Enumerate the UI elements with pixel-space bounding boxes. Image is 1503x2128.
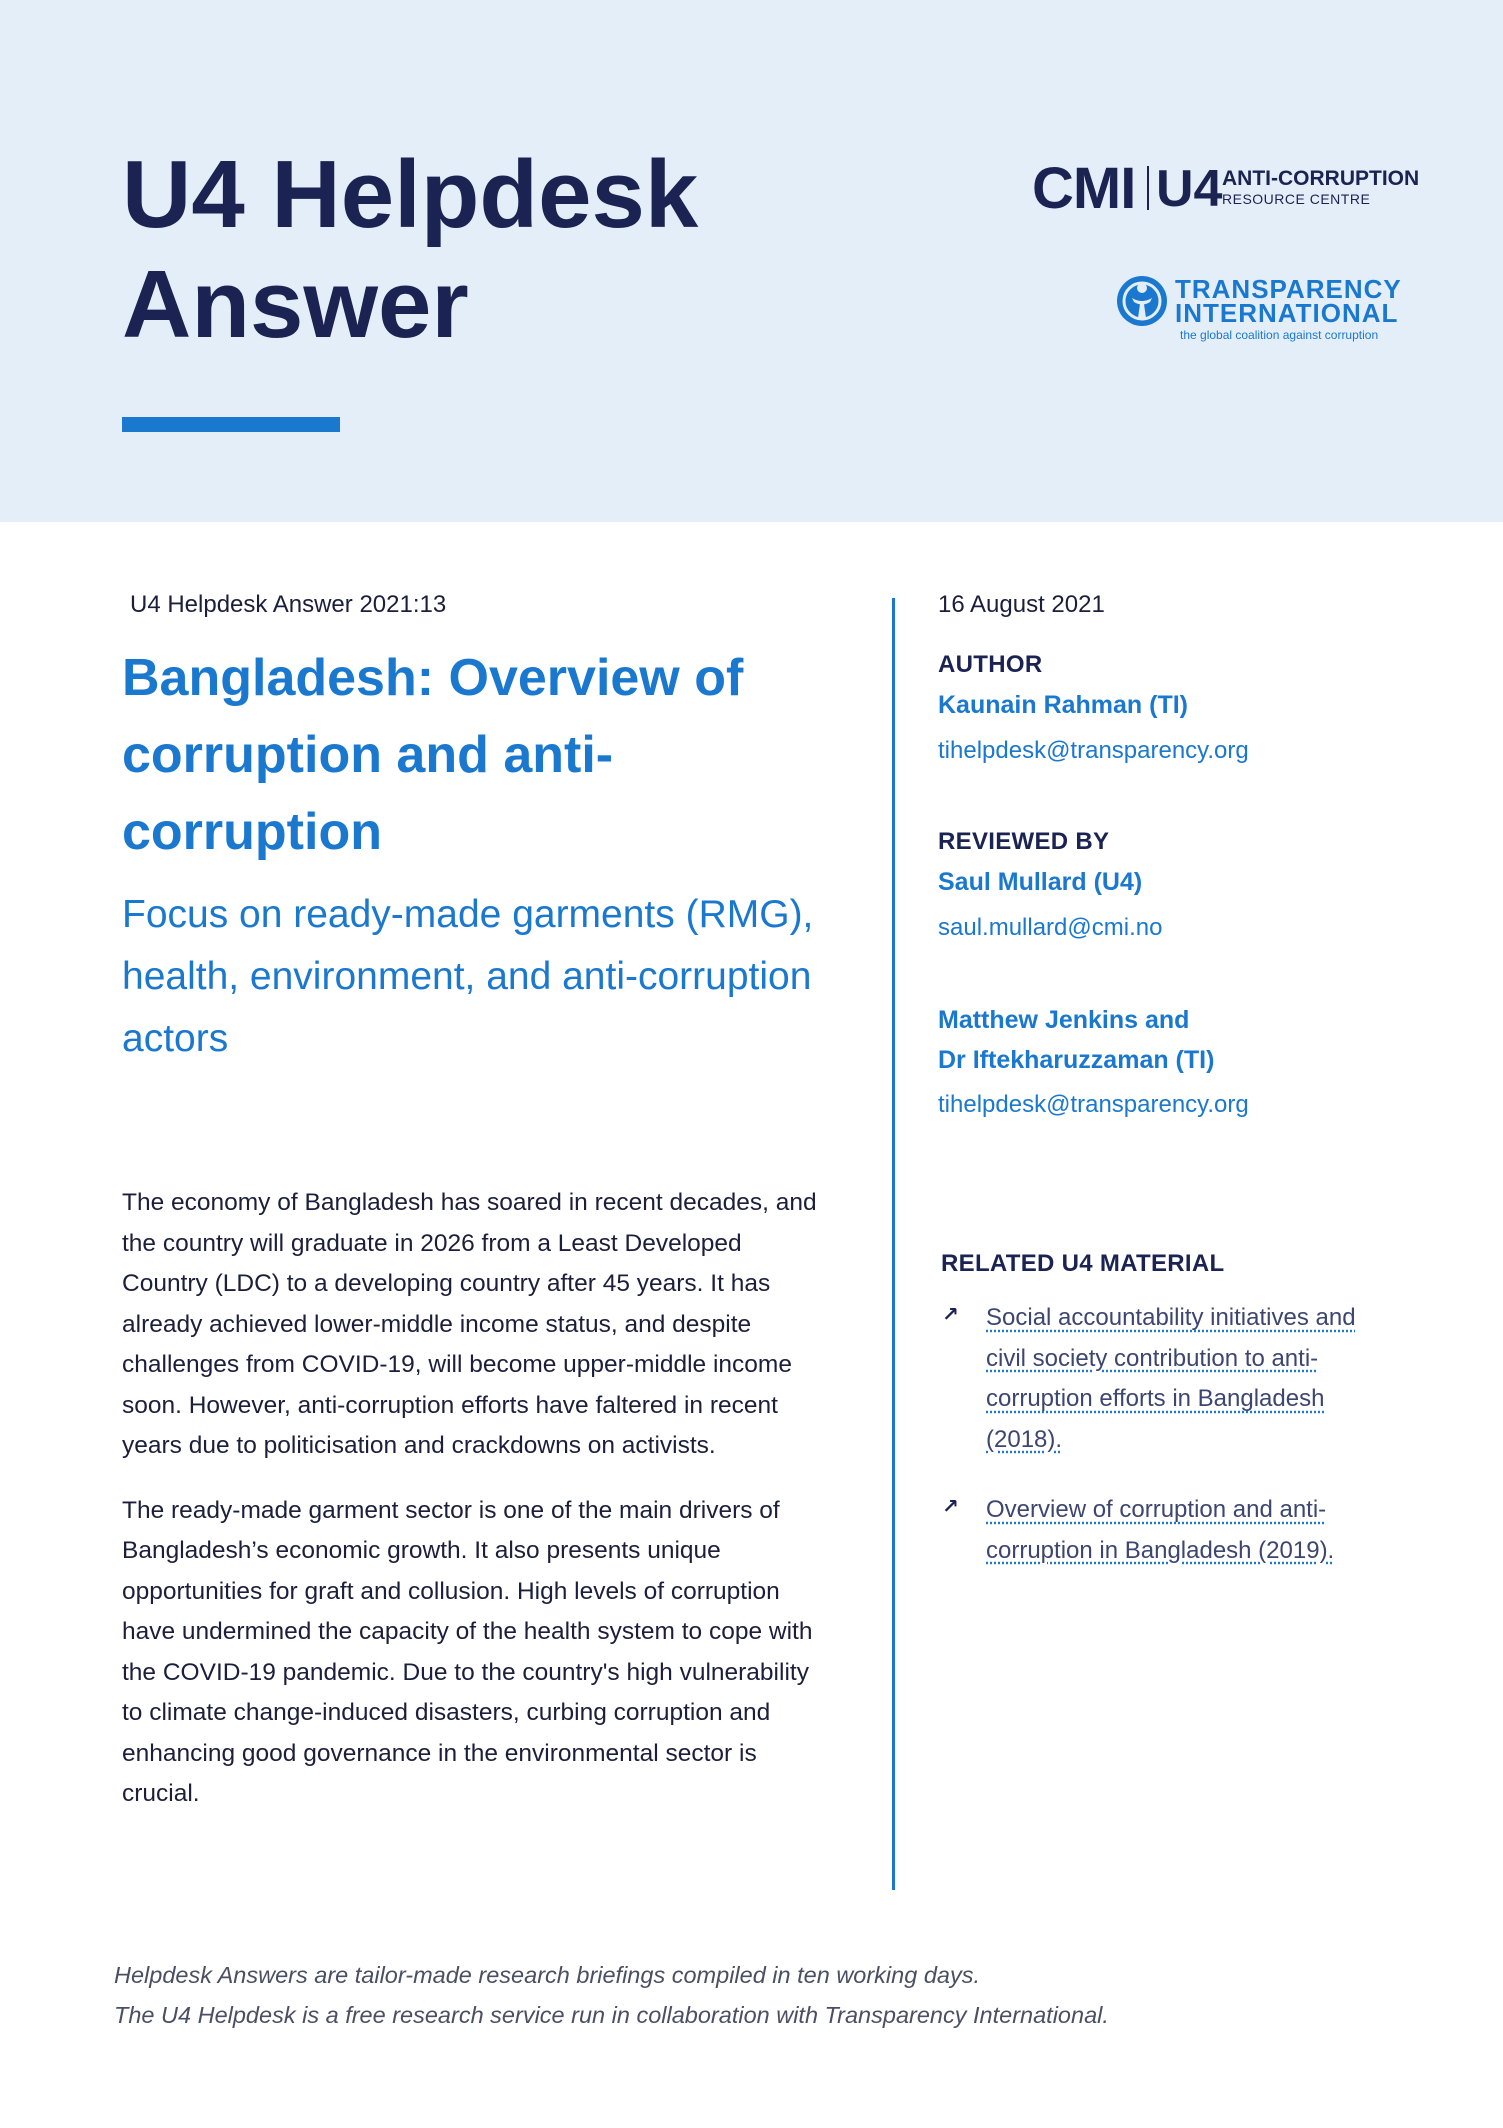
reviewer-email-link[interactable]: tihelpdesk@transparency.org bbox=[938, 1091, 1249, 1118]
summary-text bbox=[122, 1183, 822, 1839]
title-accent-bar bbox=[122, 417, 340, 432]
reviewed-by-label: REVIEWED BY bbox=[938, 828, 1110, 855]
column-divider bbox=[892, 598, 895, 1890]
related-material-label: RELATED U4 MATERIAL bbox=[941, 1250, 1225, 1277]
reviewer-name: Saul Mullard (U4) bbox=[938, 868, 1143, 896]
summary-paragraph: The economy of Bangladesh has soared in recent decades, and the country will graduate in 2026 from a Least Developed Country (LDC) to a developing country after 45 years. It has already achieved lower-middle income status, and despite challenges from COVID-19, will become upper-middle income soon. However, anti-corruption efforts have faltered in recent years due to politicisation and crackdowns on activists. bbox=[122, 1189, 817, 1459]
reviewer-name: Matthew Jenkins and Dr Iftekharuzzaman (TI) bbox=[938, 1006, 1215, 1074]
related-link[interactable]: Social accountability initiatives and civil society contribution to anti-corruption efforts in Bangladesh (2018). bbox=[986, 1304, 1356, 1453]
transparency-international-logo: TRANSPARENCY INTERNATIONAL the global coalition against corruption bbox=[1115, 272, 1405, 344]
document-subtitle: Focus on ready-made garments (RMG), health, environment, and anti-corruption actors bbox=[122, 893, 814, 1060]
external-arrow-icon: ↗ bbox=[942, 1304, 959, 1326]
list-item bbox=[938, 1490, 1378, 1571]
author-email-link[interactable]: tihelpdesk@transparency.org bbox=[938, 737, 1249, 764]
publication-date: 16 August 2021 bbox=[938, 591, 1105, 618]
document-title: Bangladesh: Overview of corruption and anti-corruption bbox=[122, 649, 744, 861]
ti-globe-icon bbox=[1115, 274, 1169, 328]
cmi-u4-logo: CMI U4 ANTI-CORRUPTION RESOURCE CENTRE bbox=[1032, 156, 1420, 221]
reviewer-email-link[interactable]: saul.mullard@cmi.no bbox=[938, 914, 1163, 941]
related-material-list bbox=[938, 1298, 1378, 1601]
external-arrow-icon: ↗ bbox=[942, 1496, 959, 1518]
page-title: U4 Helpdesk Answer bbox=[122, 141, 699, 358]
list-item bbox=[938, 1298, 1378, 1460]
related-link[interactable]: Overview of corruption and anti-corruption in Bangladesh (2019). bbox=[986, 1496, 1335, 1564]
author-name: Kaunain Rahman (TI) bbox=[938, 691, 1189, 719]
logo-separator bbox=[1147, 166, 1149, 210]
author-label: AUTHOR bbox=[938, 651, 1043, 678]
footer-note: Helpdesk Answers are tailor-made research briefings compiled in ten working days. The U4 Helpdesk is a free research service run in collaboration with Transparency International. bbox=[114, 1962, 1109, 2028]
header-banner bbox=[0, 0, 1503, 522]
summary-paragraph: The ready-made garment sector is one of the main drivers of Bangladesh’s economic growth. It also presents unique opportunities for graft and collusion. High levels of corruption have undermined the capacity of the health system to cope with the COVID-19 pandemic. Due to the country's high vulnerability to climate change-induced disasters, curbing corruption and enhancing good governance in the environmental sector is crucial. bbox=[122, 1496, 813, 1807]
series-number: U4 Helpdesk Answer 2021:13 bbox=[130, 591, 447, 618]
